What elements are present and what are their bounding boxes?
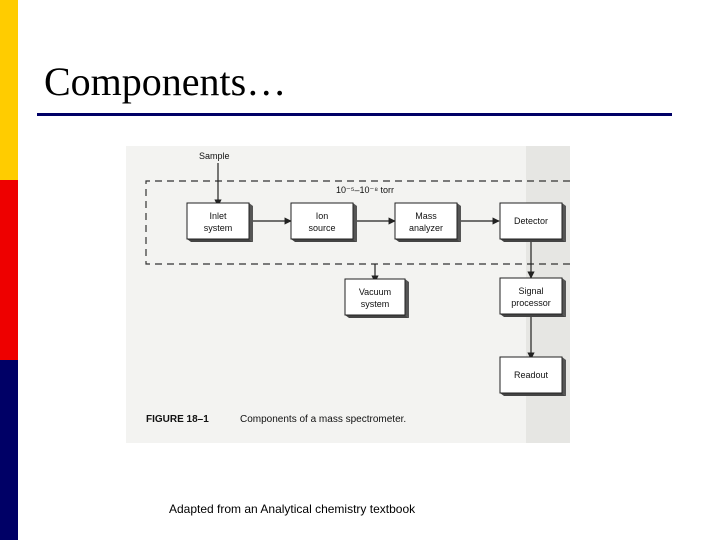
- slide-caption: Adapted from an Analytical chemistry textbook: [169, 502, 416, 516]
- svg-text:Mass: Mass: [415, 211, 437, 221]
- svg-text:Ion: Ion: [315, 211, 329, 221]
- box-ion-source: [291, 203, 357, 242]
- svg-text:Signal: Signal: [518, 286, 544, 296]
- slide-title: Components…: [44, 59, 287, 104]
- box-inlet-system: [187, 203, 253, 242]
- sample-label: Sample: [199, 151, 230, 161]
- svg-text:processor: processor: [511, 298, 551, 308]
- svg-text:Vacuum: Vacuum: [358, 287, 392, 297]
- box-detector: [500, 203, 566, 242]
- box-mass-analyzer: [395, 203, 461, 242]
- figure-caption: Components of a mass spectrometer.: [240, 414, 407, 425]
- svg-text:source: source: [308, 223, 336, 233]
- figure-number: FIGURE 18–1: [146, 414, 209, 425]
- svg-text:Inlet: Inlet: [209, 211, 227, 221]
- svg-text:Readout: Readout: [513, 370, 549, 380]
- svg-text:system: system: [203, 223, 233, 233]
- svg-text:analyzer: analyzer: [408, 223, 444, 233]
- svg-text:Detector: Detector: [513, 216, 549, 226]
- box-readout: [500, 357, 566, 396]
- box-signal-processor: [500, 278, 566, 317]
- pressure-label: 10⁻⁵–10⁻⁸ torr: [336, 185, 395, 195]
- mass-spectrometer-figure: [126, 146, 570, 443]
- title-underline: [37, 113, 672, 116]
- accent-bar-yellow: [0, 0, 18, 180]
- accent-bar-navy: [0, 360, 18, 540]
- svg-text:system: system: [360, 299, 390, 309]
- accent-bar-red: [0, 180, 18, 360]
- box-vacuum-system: [345, 279, 409, 318]
